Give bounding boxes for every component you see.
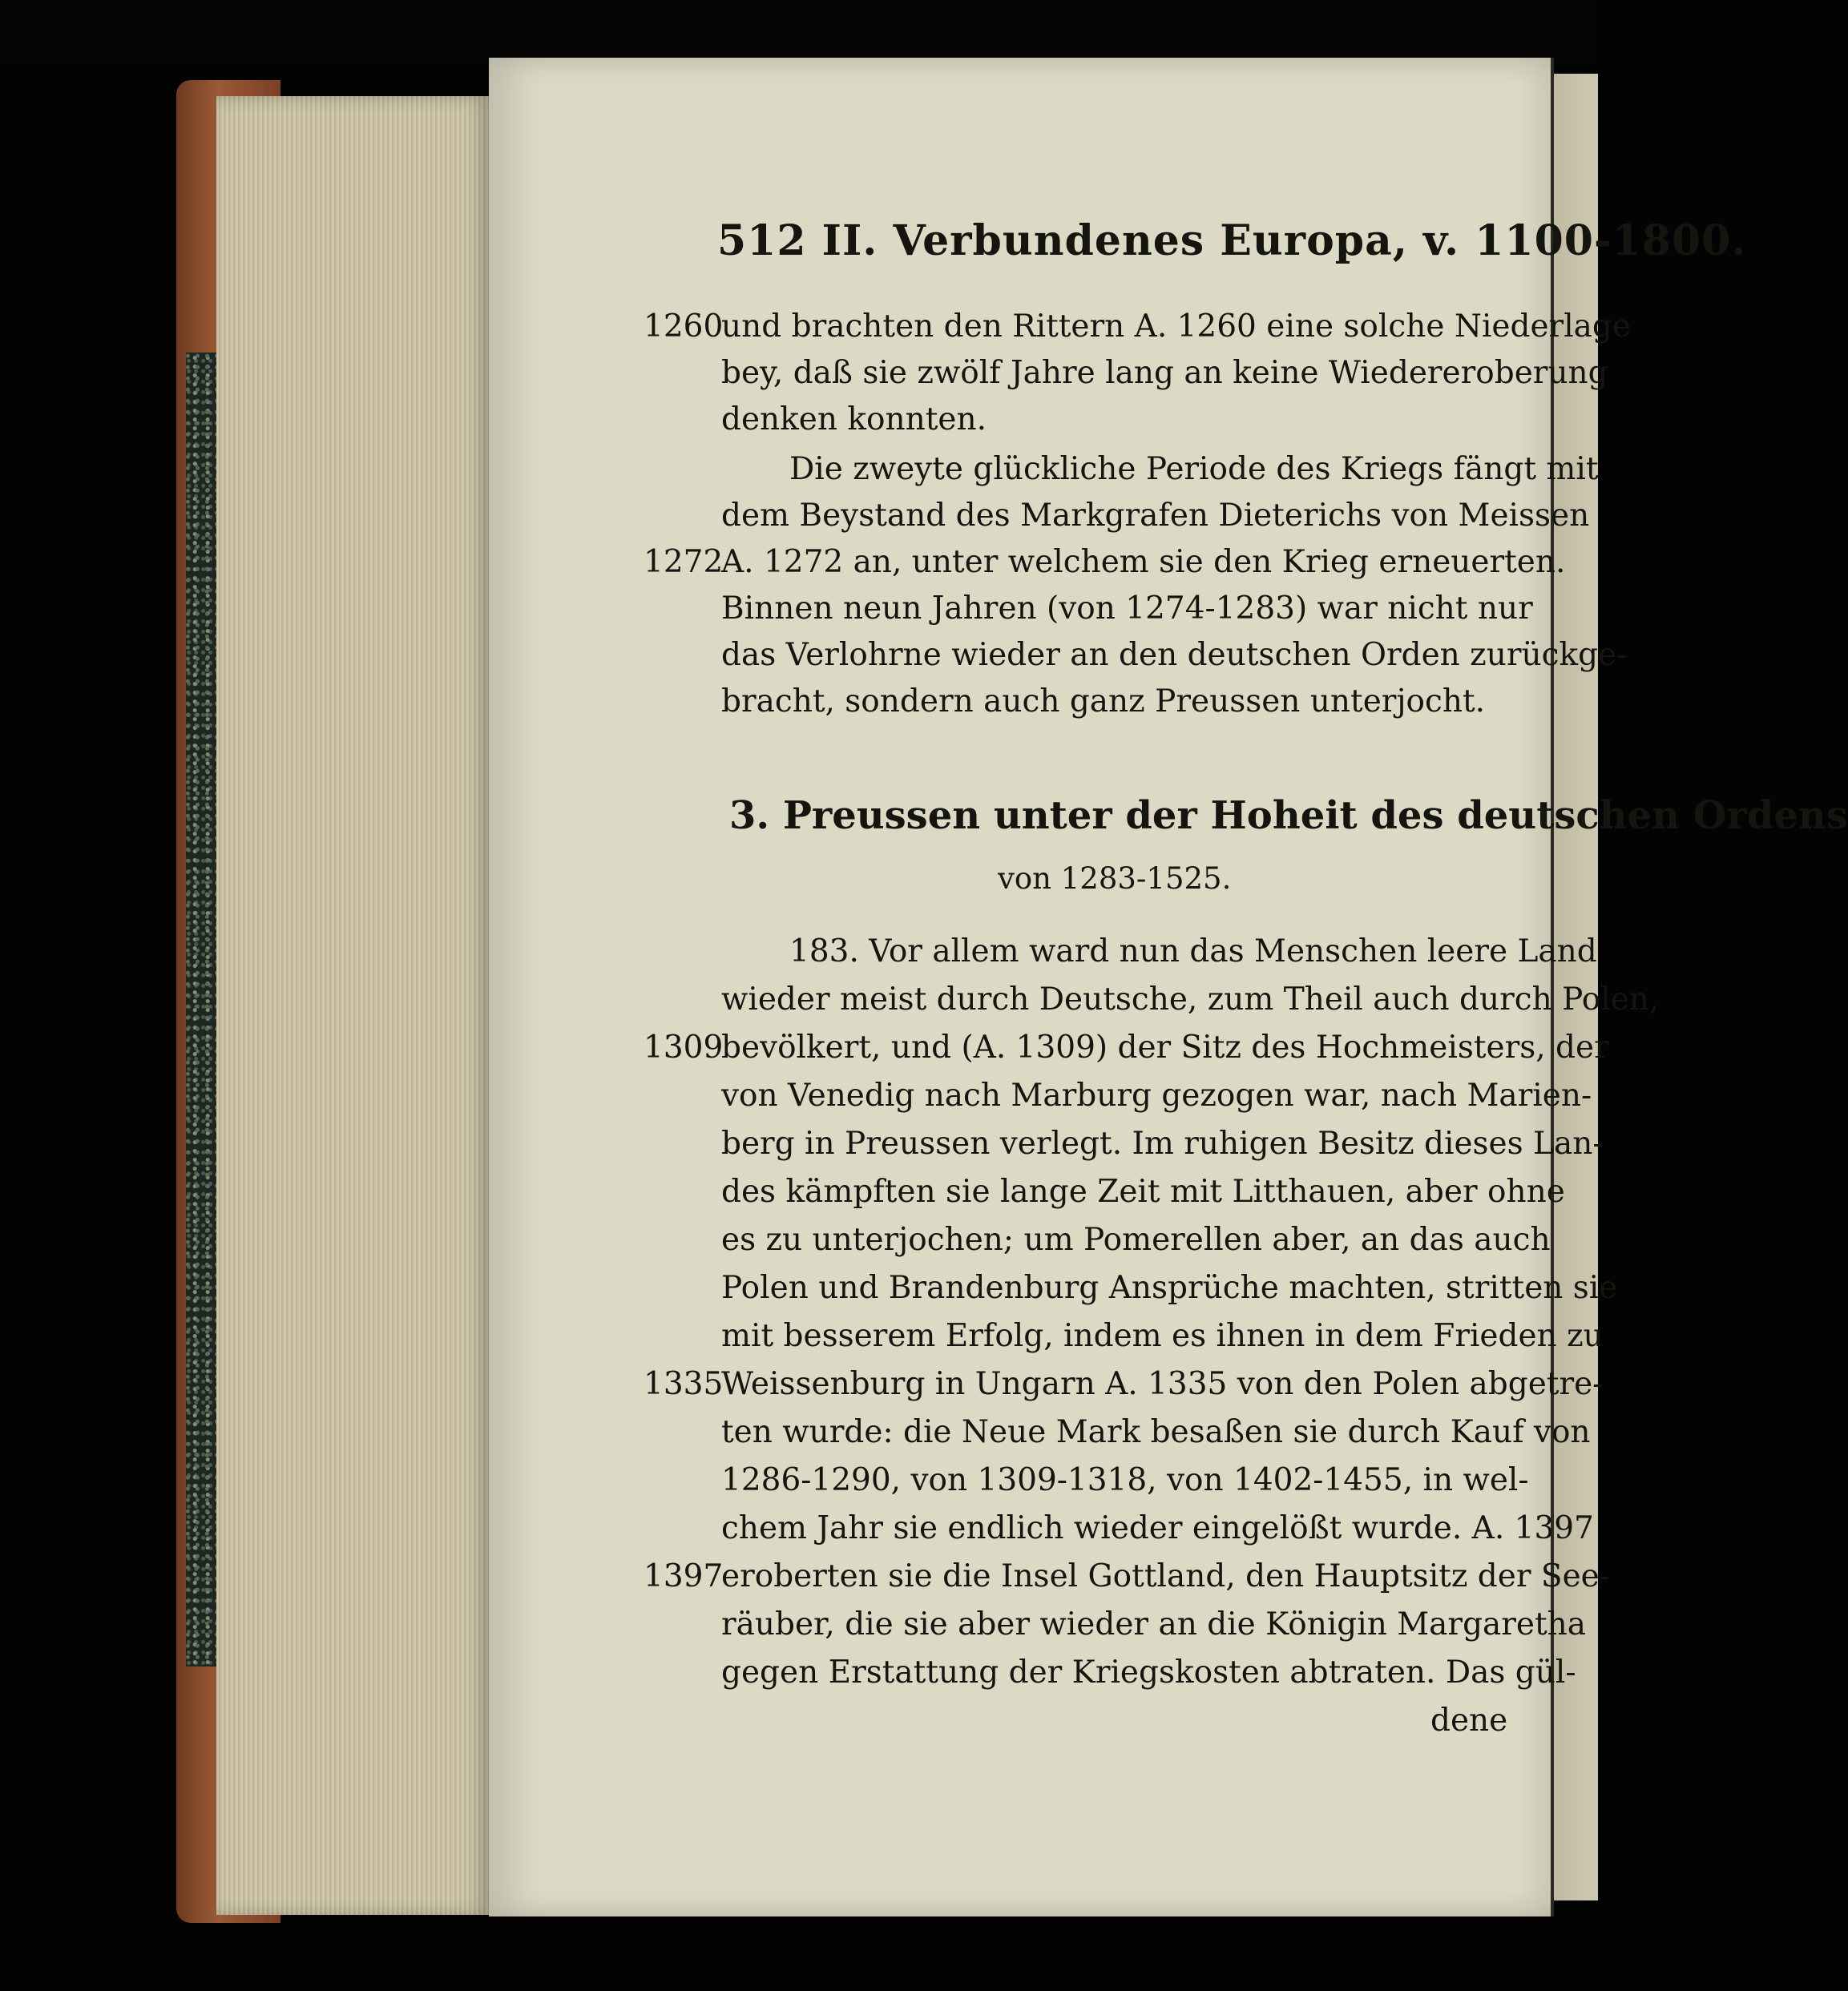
text-line: denken konnten.: [721, 401, 987, 437]
dark-backdrop: [0, 0, 1598, 64]
margin-year-1397: 1397: [644, 1558, 724, 1594]
text-line: mit besserem Erfolg, indem es ihnen in dem Frieden zu: [721, 1318, 1604, 1354]
text-line: Binnen neun Jahren (von 1274-1283) war nicht nur: [721, 590, 1533, 627]
text-line: chem Jahr sie endlich wieder eingelößt wurde. A. 1397: [721, 1510, 1594, 1546]
text-line: räuber, die sie aber wieder an die Königin Margaretha: [721, 1606, 1587, 1642]
text-line: es zu unterjochen; um Pomerellen aber, an das auch: [721, 1222, 1551, 1258]
text-line: bey, daß sie zwölf Jahre lang an keine Wiedereroberung: [721, 355, 1608, 391]
text-line: bevölkert, und (A. 1309) der Sitz des Hochmeisters, der: [721, 1030, 1609, 1066]
margin-year-1335: 1335: [644, 1366, 724, 1402]
section-subtitle: von 1283-1525.: [998, 861, 1232, 896]
section-title: 3. Preussen unter der Hoheit des deutschen Ordens: [729, 793, 1848, 838]
margin-year-1309: 1309: [644, 1030, 724, 1066]
text-line: Die zweyte glückliche Periode des Kriegs fängt mit: [789, 451, 1599, 487]
text-line: Weissenburg in Ungarn A. 1335 von den Polen abgetre-: [721, 1366, 1604, 1402]
text-line: wieder meist durch Deutsche, zum Theil auch durch Polen,: [721, 981, 1660, 1018]
text-line: Polen und Brandenburg Ansprüche machten, stritten sie: [721, 1270, 1618, 1306]
text-line: ten wurde: die Neue Mark besaßen sie durch Kauf von: [721, 1414, 1591, 1450]
text-line: 183. Vor allem ward nun das Menschen leere Land: [789, 933, 1597, 969]
margin-year-1272: 1272: [644, 544, 724, 580]
page-edges: [216, 96, 489, 1915]
text-line: gegen Erstattung der Kriegskosten abtraten. Das gül-: [721, 1654, 1576, 1691]
margin-year-1260: 1260: [644, 308, 724, 345]
text-line: A. 1272 an, unter welchem sie den Krieg erneuerten.: [721, 544, 1566, 580]
text-line: 1286-1290, von 1309-1318, von 1402-1455, in wel-: [721, 1462, 1529, 1498]
running-header: 512 II. Verbundenes Europa, v. 1100-1800.: [717, 216, 1747, 265]
catchword: dene: [1430, 1703, 1508, 1739]
text-line: und brachten den Rittern A. 1260 eine solche Niederlage: [721, 308, 1631, 345]
text-line: dem Beystand des Markgrafen Dieterichs von Meissen: [721, 498, 1590, 534]
text-line: von Venedig nach Marburg gezogen war, nach Marien-: [721, 1078, 1592, 1114]
text-line: bracht, sondern auch ganz Preussen unterjocht.: [721, 683, 1486, 719]
text-line: des kämpften sie lange Zeit mit Litthauen, aber ohne: [721, 1174, 1565, 1210]
text-line: das Verlohrne wieder an den deutschen Orden zurückge-: [721, 637, 1628, 673]
text-line: berg in Preussen verlegt. Im ruhigen Besitz dieses Lan-: [721, 1126, 1604, 1162]
text-line: eroberten sie die Insel Gottland, den Hauptsitz der See-: [721, 1558, 1610, 1594]
